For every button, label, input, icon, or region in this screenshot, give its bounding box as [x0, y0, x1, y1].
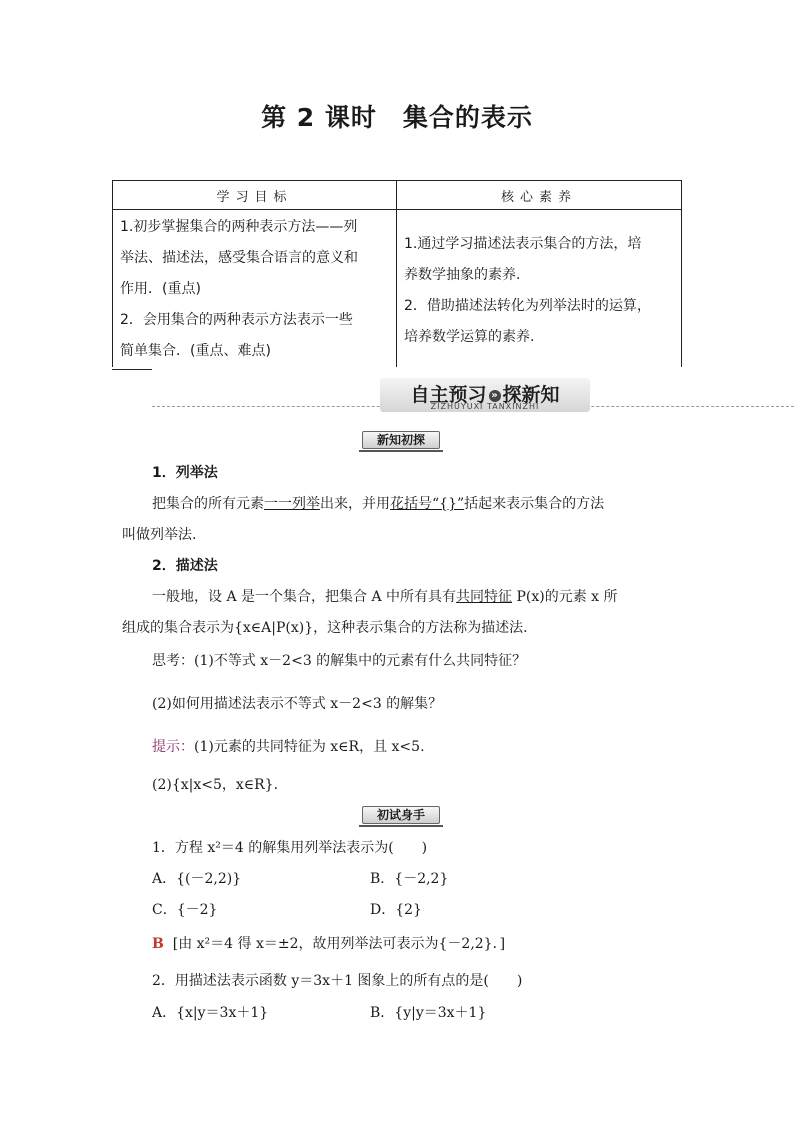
title-topic: 集合的表示	[402, 103, 533, 132]
goals-header: 学习目标	[113, 181, 397, 210]
enumeration-definition-end: 叫做列举法.	[122, 527, 197, 543]
goals-line: 简单集合．(重点、难点)	[120, 343, 271, 359]
answer-letter: B	[152, 936, 164, 952]
underlined-term: 一一列举	[264, 496, 320, 512]
hint-label: 提示：	[152, 739, 194, 755]
page-title	[0, 98, 794, 134]
question-1-solution: B [由 x²＝4 得 x＝±2，故用列举法可表示为{－2,2}．]	[152, 936, 506, 952]
question-2-option-a: A．{x|y＝3x＋1}	[152, 1005, 269, 1021]
goals-line: 作用．(重点)	[120, 281, 201, 297]
tag-new-knowledge: 新知初探	[362, 431, 440, 449]
think-question-2: (2)如何用描述法表示不等式 x－2<3 的解集？	[152, 696, 443, 712]
literacy-line: 养数学抽象的素养．	[404, 266, 530, 283]
enumeration-definition: 把集合的所有元素一一列举出来，并用花括号“{}”括起来表示集合的方法	[152, 496, 605, 512]
description-definition: 一般地，设 A 是一个集合，把集合 A 中所有具有共同特征 P(x)的元素 x 所	[152, 589, 618, 605]
hint-answer-1: 提示：(1)元素的共同特征为 x∈R，且 x<5.	[152, 739, 425, 755]
question-2-option-b: B．{y|y＝3x＋1}	[370, 1005, 487, 1021]
hint-answer-2: (2){x|x<5，x∈R}.	[152, 777, 279, 793]
underlined-term: 共同特征	[456, 589, 513, 605]
literacy-line: 培养数学运算的素养.	[404, 328, 535, 345]
underlined-term: 花括号“{}”	[390, 496, 465, 512]
literacy-line: 1.通过学习描述法表示集合的方法，培	[404, 235, 642, 252]
table-bottom-rule	[112, 369, 152, 370]
section-heading-enumeration: 1．列举法	[152, 465, 218, 481]
arrow-icon: »	[489, 390, 501, 402]
section-heading-description: 2．描述法	[152, 558, 218, 574]
goals-line: 1.初步掌握集合的两种表示方法——列	[120, 219, 358, 235]
question-2-stem: 2．用描述法表示函数 y＝3x＋1 图象上的所有点的是( )	[152, 973, 523, 989]
banner-left-text: 自主预习	[410, 384, 487, 406]
question-1-option-c: C．{－2}	[152, 902, 218, 918]
literacy-line: 2．借助描述法转化为列举法时的运算，	[404, 297, 651, 314]
goals-cell	[113, 210, 397, 368]
goals-table	[112, 180, 682, 367]
question-1-stem: 1．方程 x²＝4 的解集用列举法表示为( )	[152, 840, 428, 856]
goals-line: 举法、描述法，感受集合语言的意义和	[120, 250, 358, 266]
title-lesson: 第 2 课时	[261, 103, 377, 132]
question-1-option-d: D．{2}	[370, 902, 422, 918]
question-1-option-a: A．{(－2,2)}	[152, 871, 242, 887]
banner-right-text: 探新知	[502, 384, 560, 406]
think-question-1: 思考：(1)不等式 x－2<3 的解集中的元素有什么共同特征？	[152, 653, 527, 669]
tag-first-try: 初试身手	[362, 806, 440, 824]
literacy-header: 核心素养	[397, 181, 682, 210]
section-banner-subtitle: ZIZHUYUXI TANXINZHI	[430, 402, 540, 411]
literacy-cell	[397, 210, 682, 368]
goals-line: 2．会用集合的两种表示方法表示一些	[120, 312, 353, 328]
question-1-option-b: B．{－2,2}	[370, 871, 449, 887]
description-definition-end: 组成的集合表示为{x∈A|P(x)}，这种表示集合的方法称为描述法.	[122, 620, 528, 636]
